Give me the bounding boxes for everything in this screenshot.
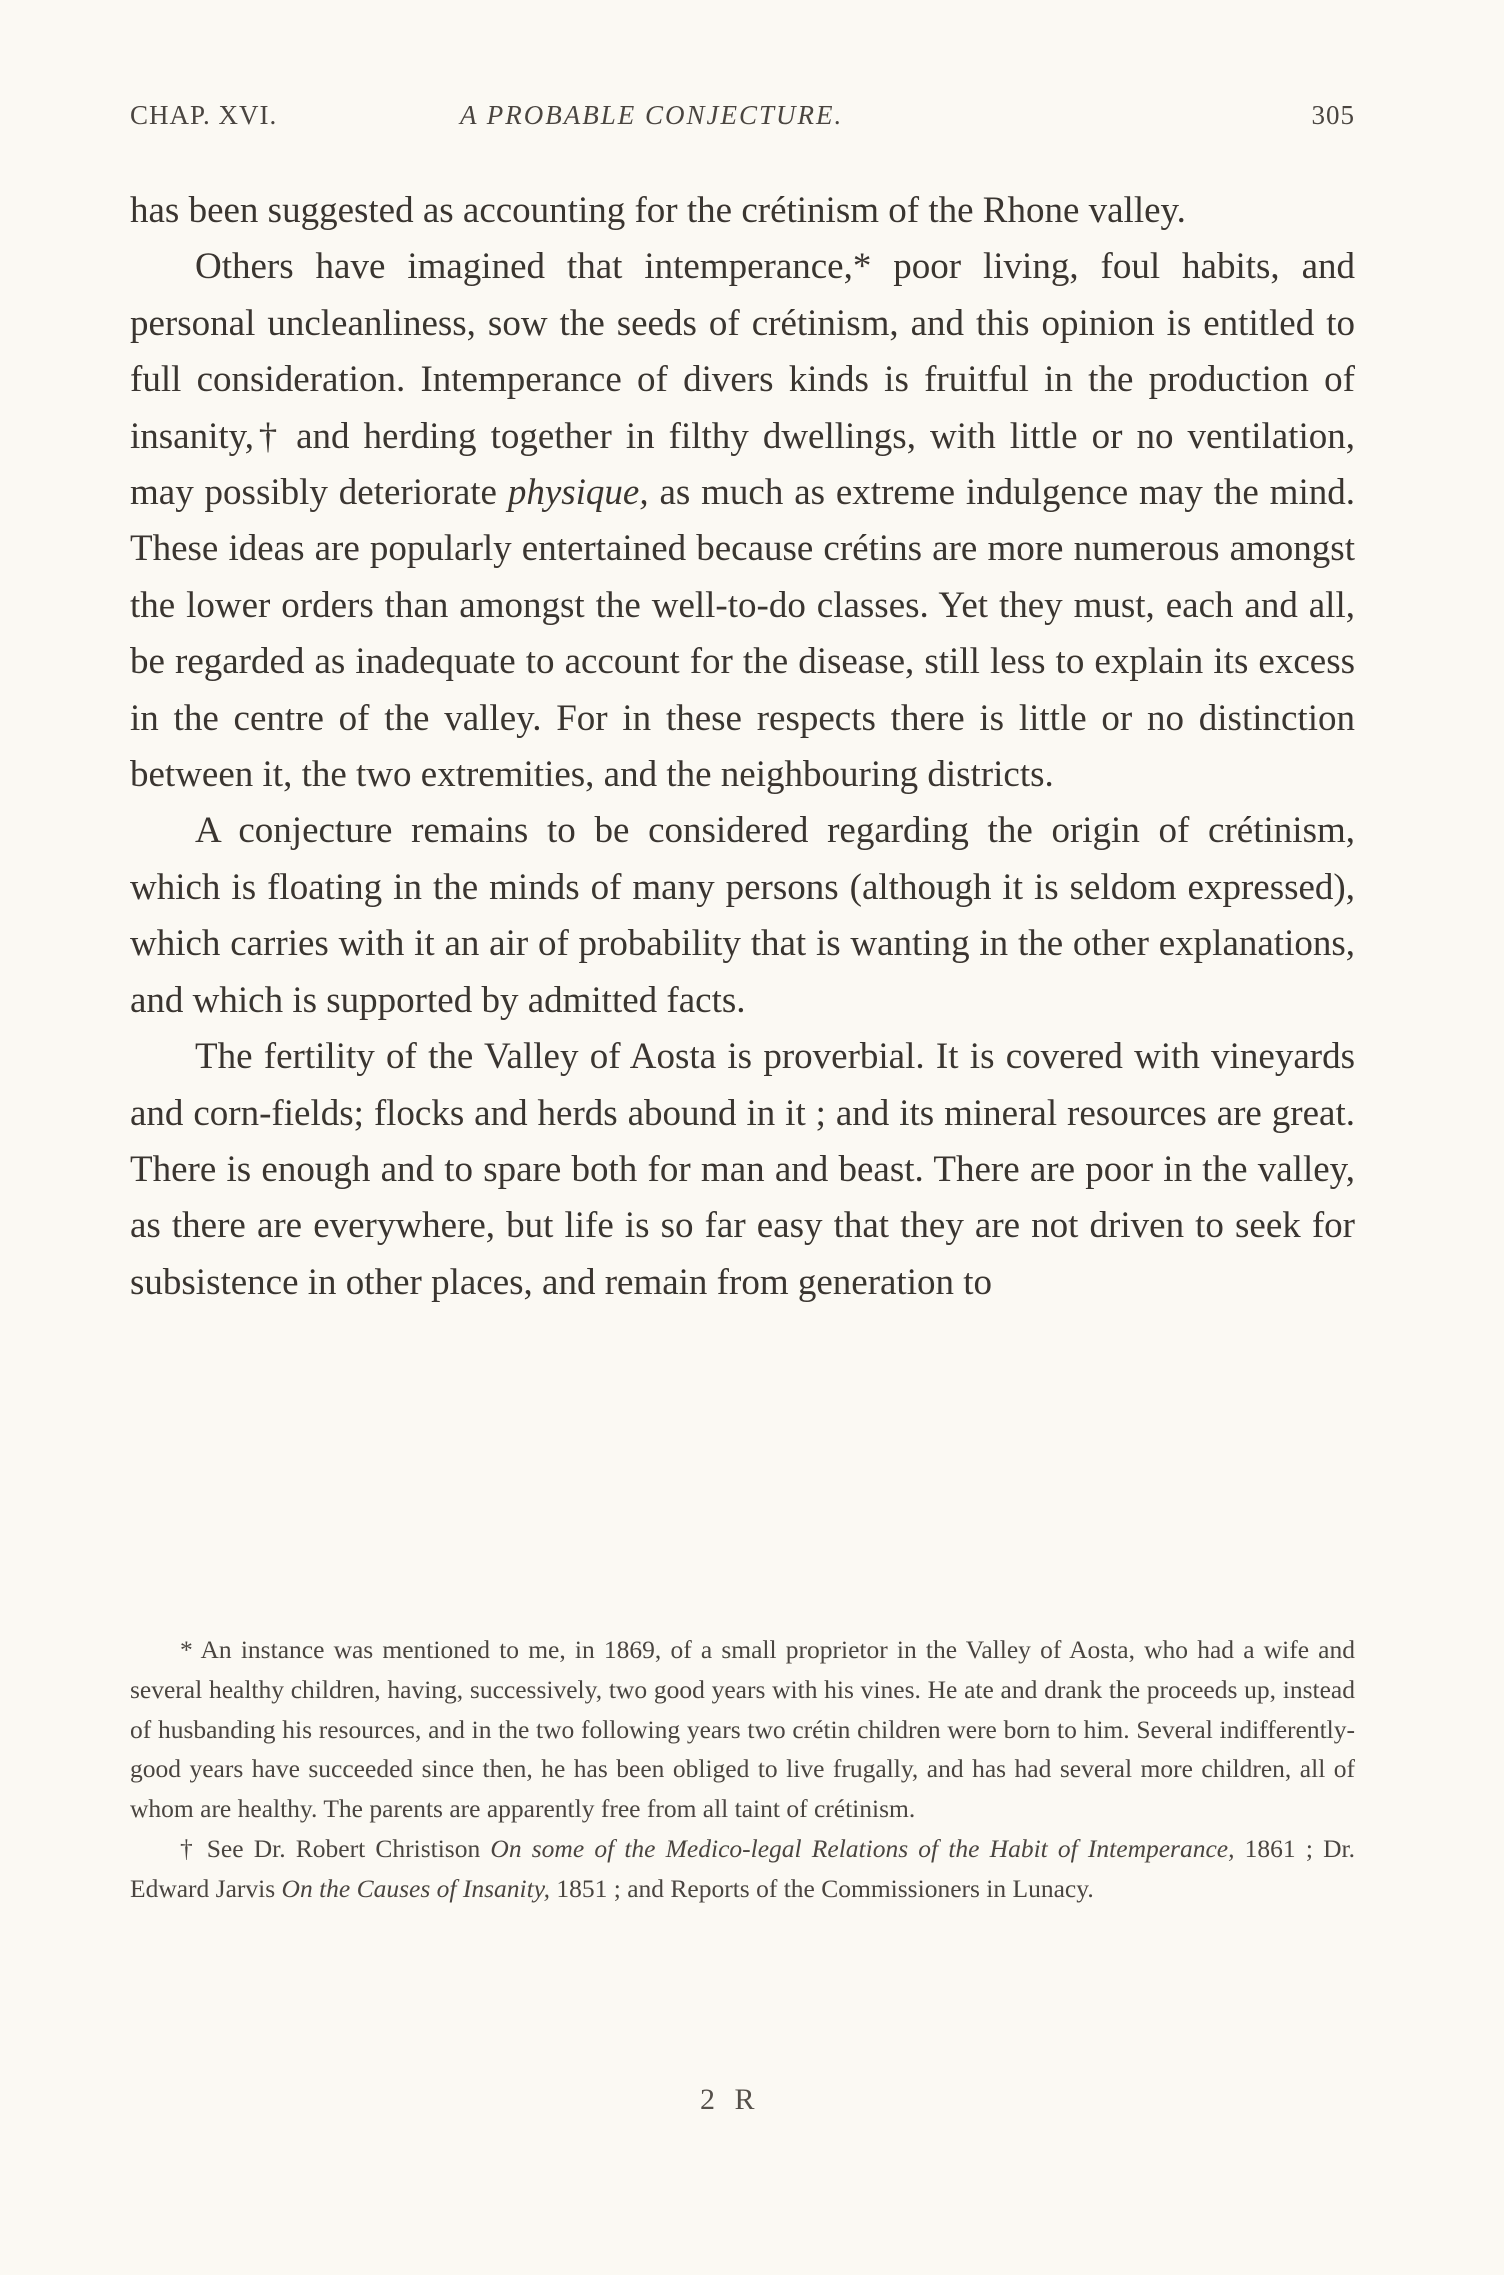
paragraph-intemperance bbox=[130, 239, 1355, 803]
paragraph-text: Others have imagined that intemperance,* poor living, foul habits, and personal uncleanliness, sow the seeds of crétinism, and this opinion is entitled to full consideration. Intemperance of divers kinds is fruitful in the production of insanity,† and herding together in filthy dwellings, with little or no ventilation, may possibly deteriorate bbox=[130, 246, 1355, 514]
paragraph-text: as much as extreme indulgence may the mind. These ideas are popularly entertained because crétins are more numerous amongst the lower orders than amongst the well-to-do classes. Yet they must, each and all, be regarded as inadequate to account for the disease, still less to explain its excess in the centre of the valley. For in these respects there is little or no distinction between it, the two extremities, and the neighbouring districts. bbox=[130, 472, 1355, 796]
paragraph-fertility: The fertility of the Valley of Aosta is proverbial. It is covered with vineyards and corn-fields; flocks and herds abound in it ; and its mineral resources are great. There is enough and to spare both for man and beast. There are poor in the valley, as there are everywhere, but life is so far easy that they are not driven to seek for subsistence in other places, and remain from generation to bbox=[130, 1036, 1355, 1303]
page-number: 305 bbox=[1311, 100, 1355, 130]
footnote-citation-title: On the Causes of Insanity, bbox=[281, 1873, 550, 1903]
paragraph-conjecture: A conjecture remains to be considered regarding the origin of crétinism, which is floating in the minds of many persons (although it is seldom expressed), which carries with it an air of probability that is wanting in the other explanations, and which is supported by admitted facts. bbox=[130, 810, 1355, 1021]
paragraph-continued: has been suggested as accounting for the crétinism of the Rhone valley. bbox=[130, 190, 1186, 231]
footnotes bbox=[130, 1630, 1355, 1909]
signature-mark: 2 R bbox=[700, 2083, 761, 2116]
running-title: A PROBABLE CONJECTURE. bbox=[460, 100, 844, 130]
footnote-text: 1851 ; and Reports of the Commissioners in Lunacy. bbox=[550, 1873, 1094, 1903]
italic-term: physique, bbox=[507, 472, 649, 514]
footnote-text: 1861 ; Dr. Edward Jarvis bbox=[130, 1833, 1355, 1903]
chapter-label: CHAP. XVI. bbox=[130, 100, 278, 130]
main-text bbox=[130, 183, 1355, 1311]
running-header bbox=[130, 100, 1355, 140]
footnote-dagger bbox=[130, 1829, 1355, 1909]
footnote-star: * An instance was mentioned to me, in 1869, of a small proprietor in the Valley of Aosta, who had a wife and several healthy children, having, successively, two good years with his vines. He ate and drank the proceeds up, instead of husbanding his resources, and in the two following years two crétin children were born to him. Several indifferently-good years have succeeded since then, he has been obliged to live frugally, and has had several more children, all of whom are healthy. The parents are apparently free from all taint of crétinism. bbox=[130, 1635, 1355, 1824]
footnote-citation-title: On some of the Medico-legal Relations of the Habit of Intemperance, bbox=[490, 1833, 1235, 1863]
footnote-text: † See Dr. Robert Christison bbox=[180, 1833, 491, 1863]
